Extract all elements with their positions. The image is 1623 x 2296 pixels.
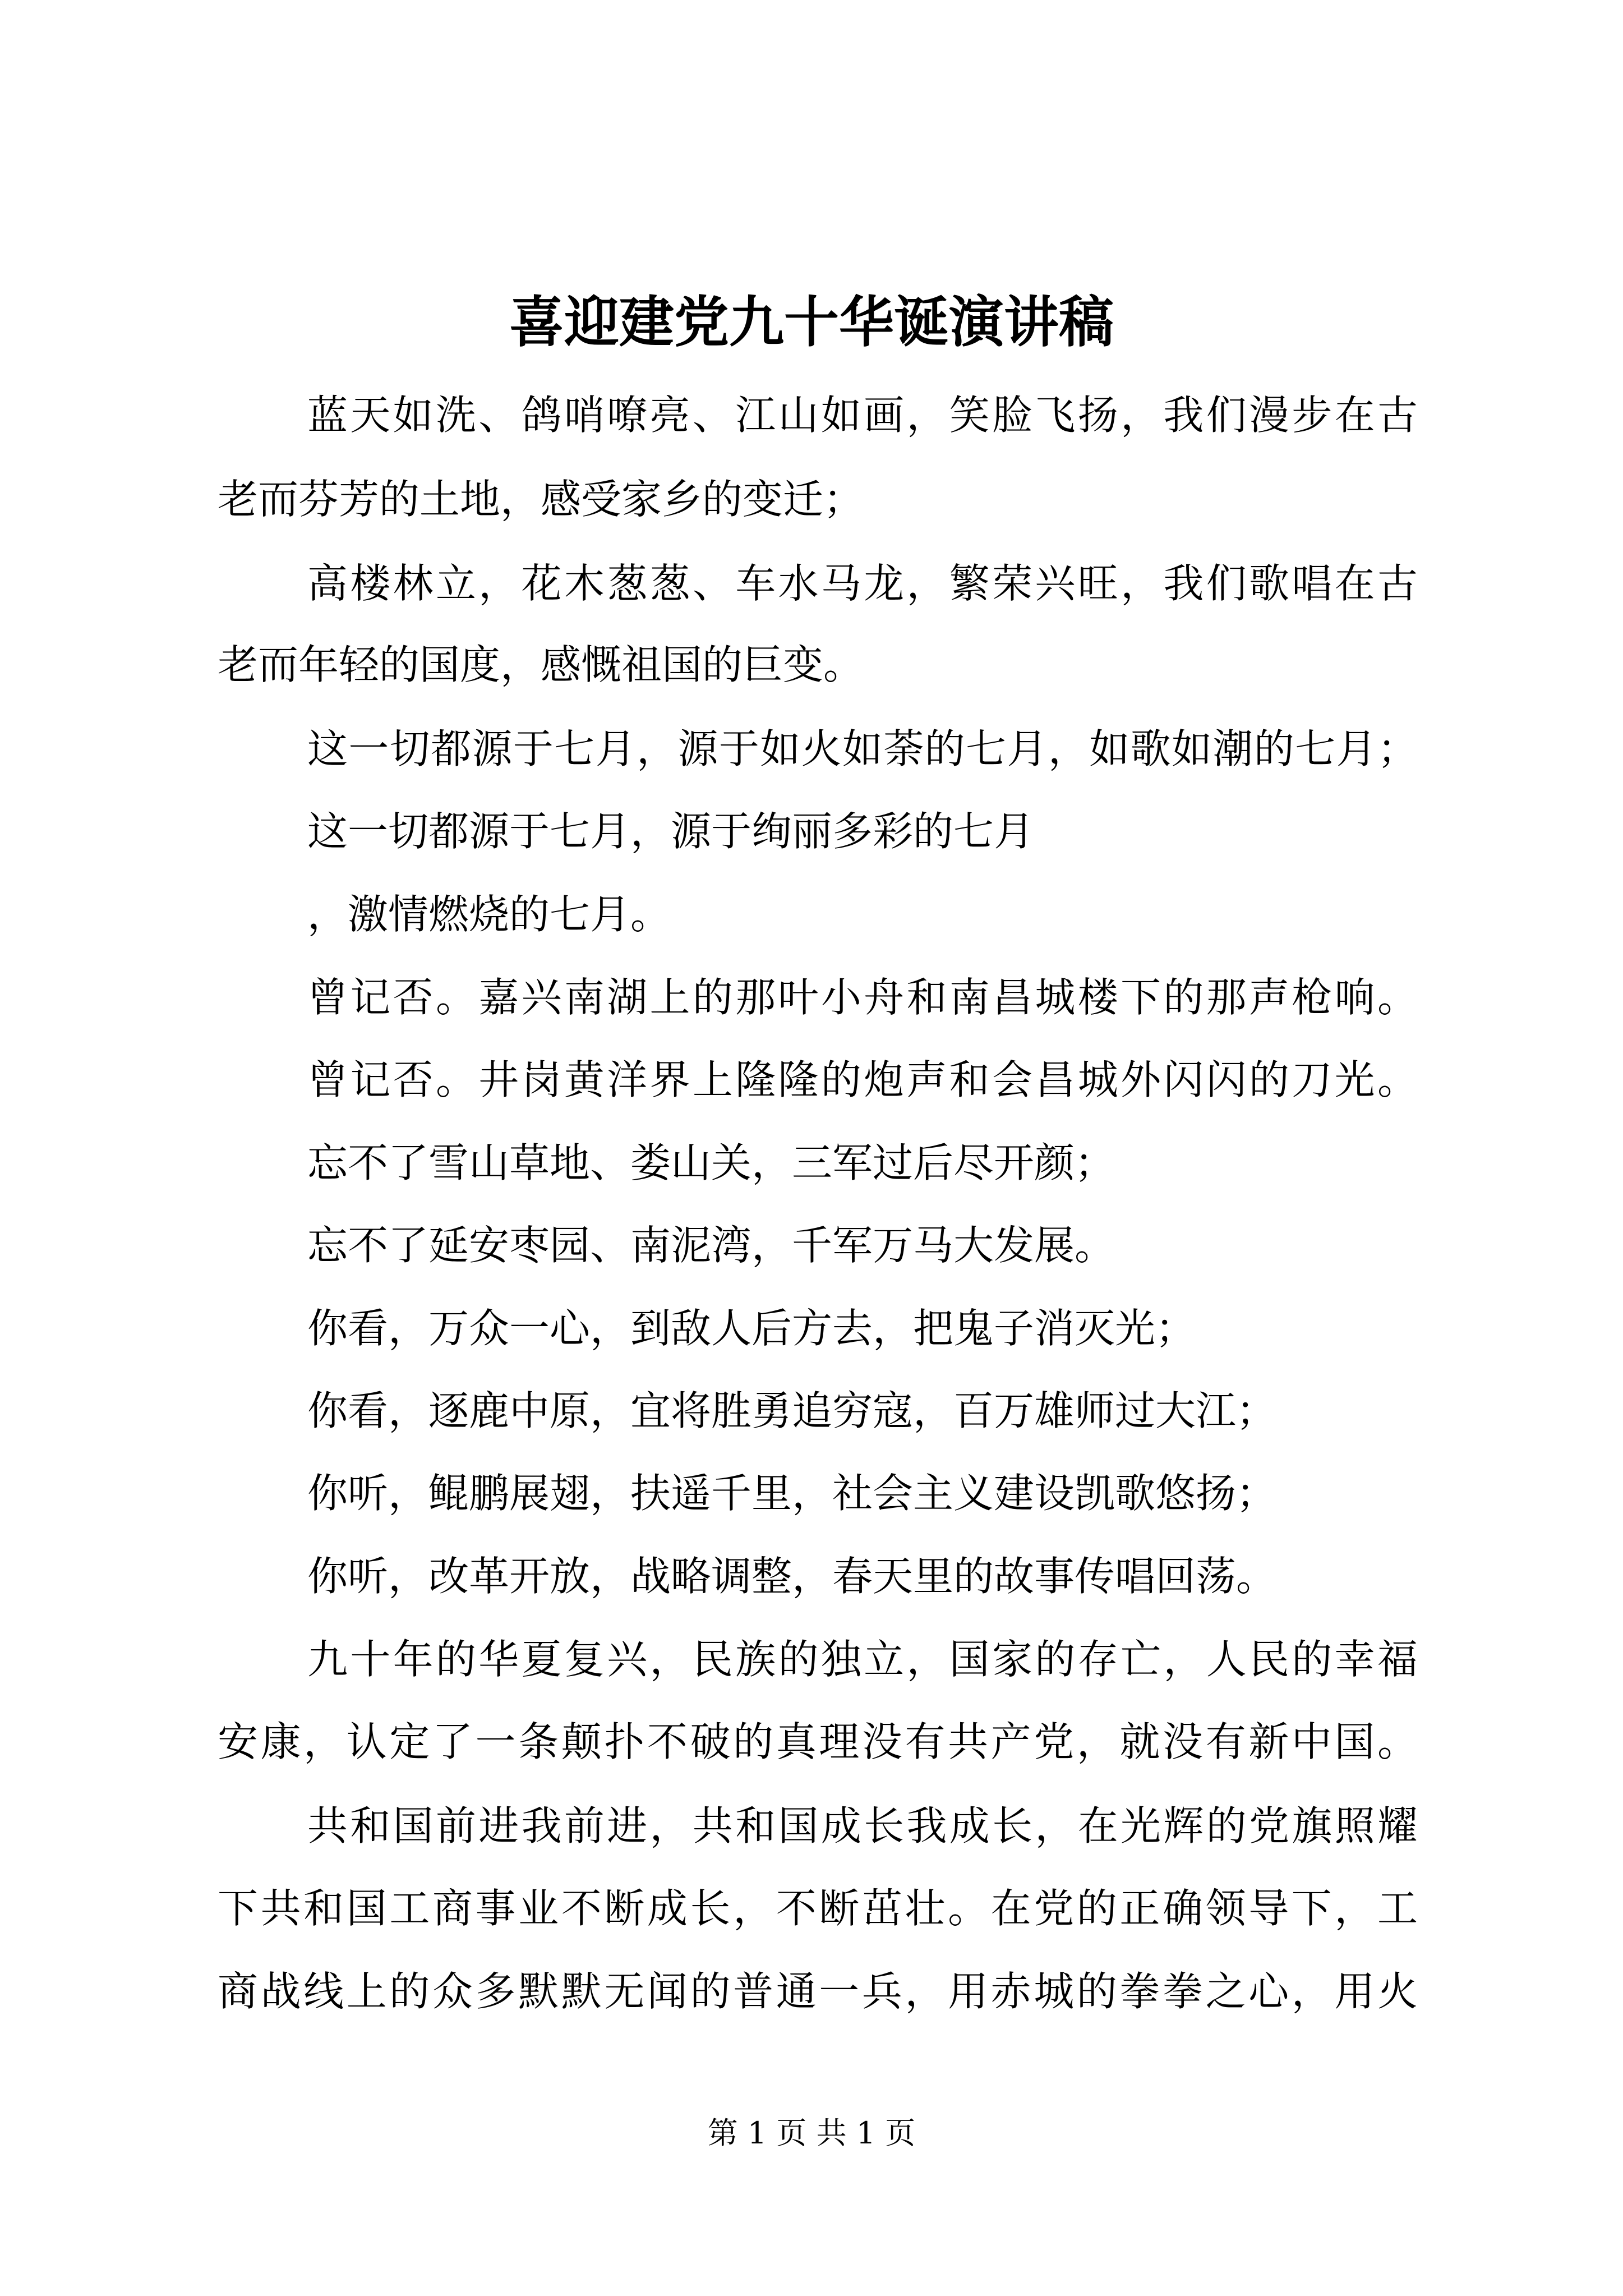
paragraph-line: ，激情燃烧的七月。 — [307, 891, 671, 938]
page-footer: 第 1 页 共 1 页 — [707, 2115, 916, 2151]
paragraph-line: 九十年的华夏复兴，民族的独立，国家的存亡，人民的幸福 — [307, 1636, 1418, 1683]
paragraph-line: 老而年轻的国度，感慨祖国的巨变。 — [218, 641, 864, 688]
paragraph-line: 高楼林立，花木葱葱、车水马龙，繁荣兴旺，我们歌唱在古 — [307, 560, 1418, 607]
paragraph-line: 共和国前进我前进，共和国成长我成长，在光辉的党旗照耀 — [307, 1802, 1418, 1849]
paragraph-line: 忘不了延安枣园、南泥湾，千军万马大发展。 — [307, 1222, 1115, 1269]
paragraph-line: 曾记否。嘉兴南湖上的那叶小舟和南昌城楼下的那声枪响。 — [307, 974, 1418, 1021]
paragraph-line: 商战线上的众多默默无闻的普通一兵，用赤城的拳拳之心，用火 — [218, 1968, 1418, 2015]
paragraph-line: 你看，逐鹿中原，宜将胜勇追穷寇，百万雄师过大江； — [307, 1387, 1277, 1434]
paragraph-line: 下共和国工商事业不断成长，不断茁壮。在党的正确领导下，工 — [218, 1885, 1418, 1932]
document-title: 喜迎建党九十华诞演讲稿 — [509, 290, 1114, 355]
paragraph-line: 安康，认定了一条颠扑不破的真理没有共产党，就没有新中国。 — [218, 1718, 1418, 1765]
paragraph-line: 蓝天如洗、鸽哨嘹亮、江山如画，笑脸飞扬，我们漫步在古 — [307, 392, 1418, 439]
paragraph-line: 忘不了雪山草地、娄山关，三军过后尽开颜； — [307, 1139, 1115, 1186]
paragraph-line: 你看，万众一心，到敌人后方去，把鬼子消灭光； — [307, 1305, 1196, 1352]
paragraph-line: 你听，鲲鹏展翅，扶遥千里，社会主义建设凯歌悠扬； — [307, 1470, 1277, 1517]
paragraph-line: 这一切都源于七月，源于绚丽多彩的七月 — [307, 808, 1035, 855]
paragraph-line: 你听，改革开放，战略调整，春天里的故事传唱回荡。 — [307, 1553, 1277, 1600]
paragraph-line: 这一切都源于七月，源于如火如荼的七月，如歌如潮的七月； — [307, 725, 1418, 772]
paragraph-line: 老而芬芳的土地，感受家乡的变迁； — [218, 476, 864, 523]
paragraph-line: 曾记否。井岗黄洋界上隆隆的炮声和会昌城外闪闪的刀光。 — [307, 1056, 1418, 1103]
